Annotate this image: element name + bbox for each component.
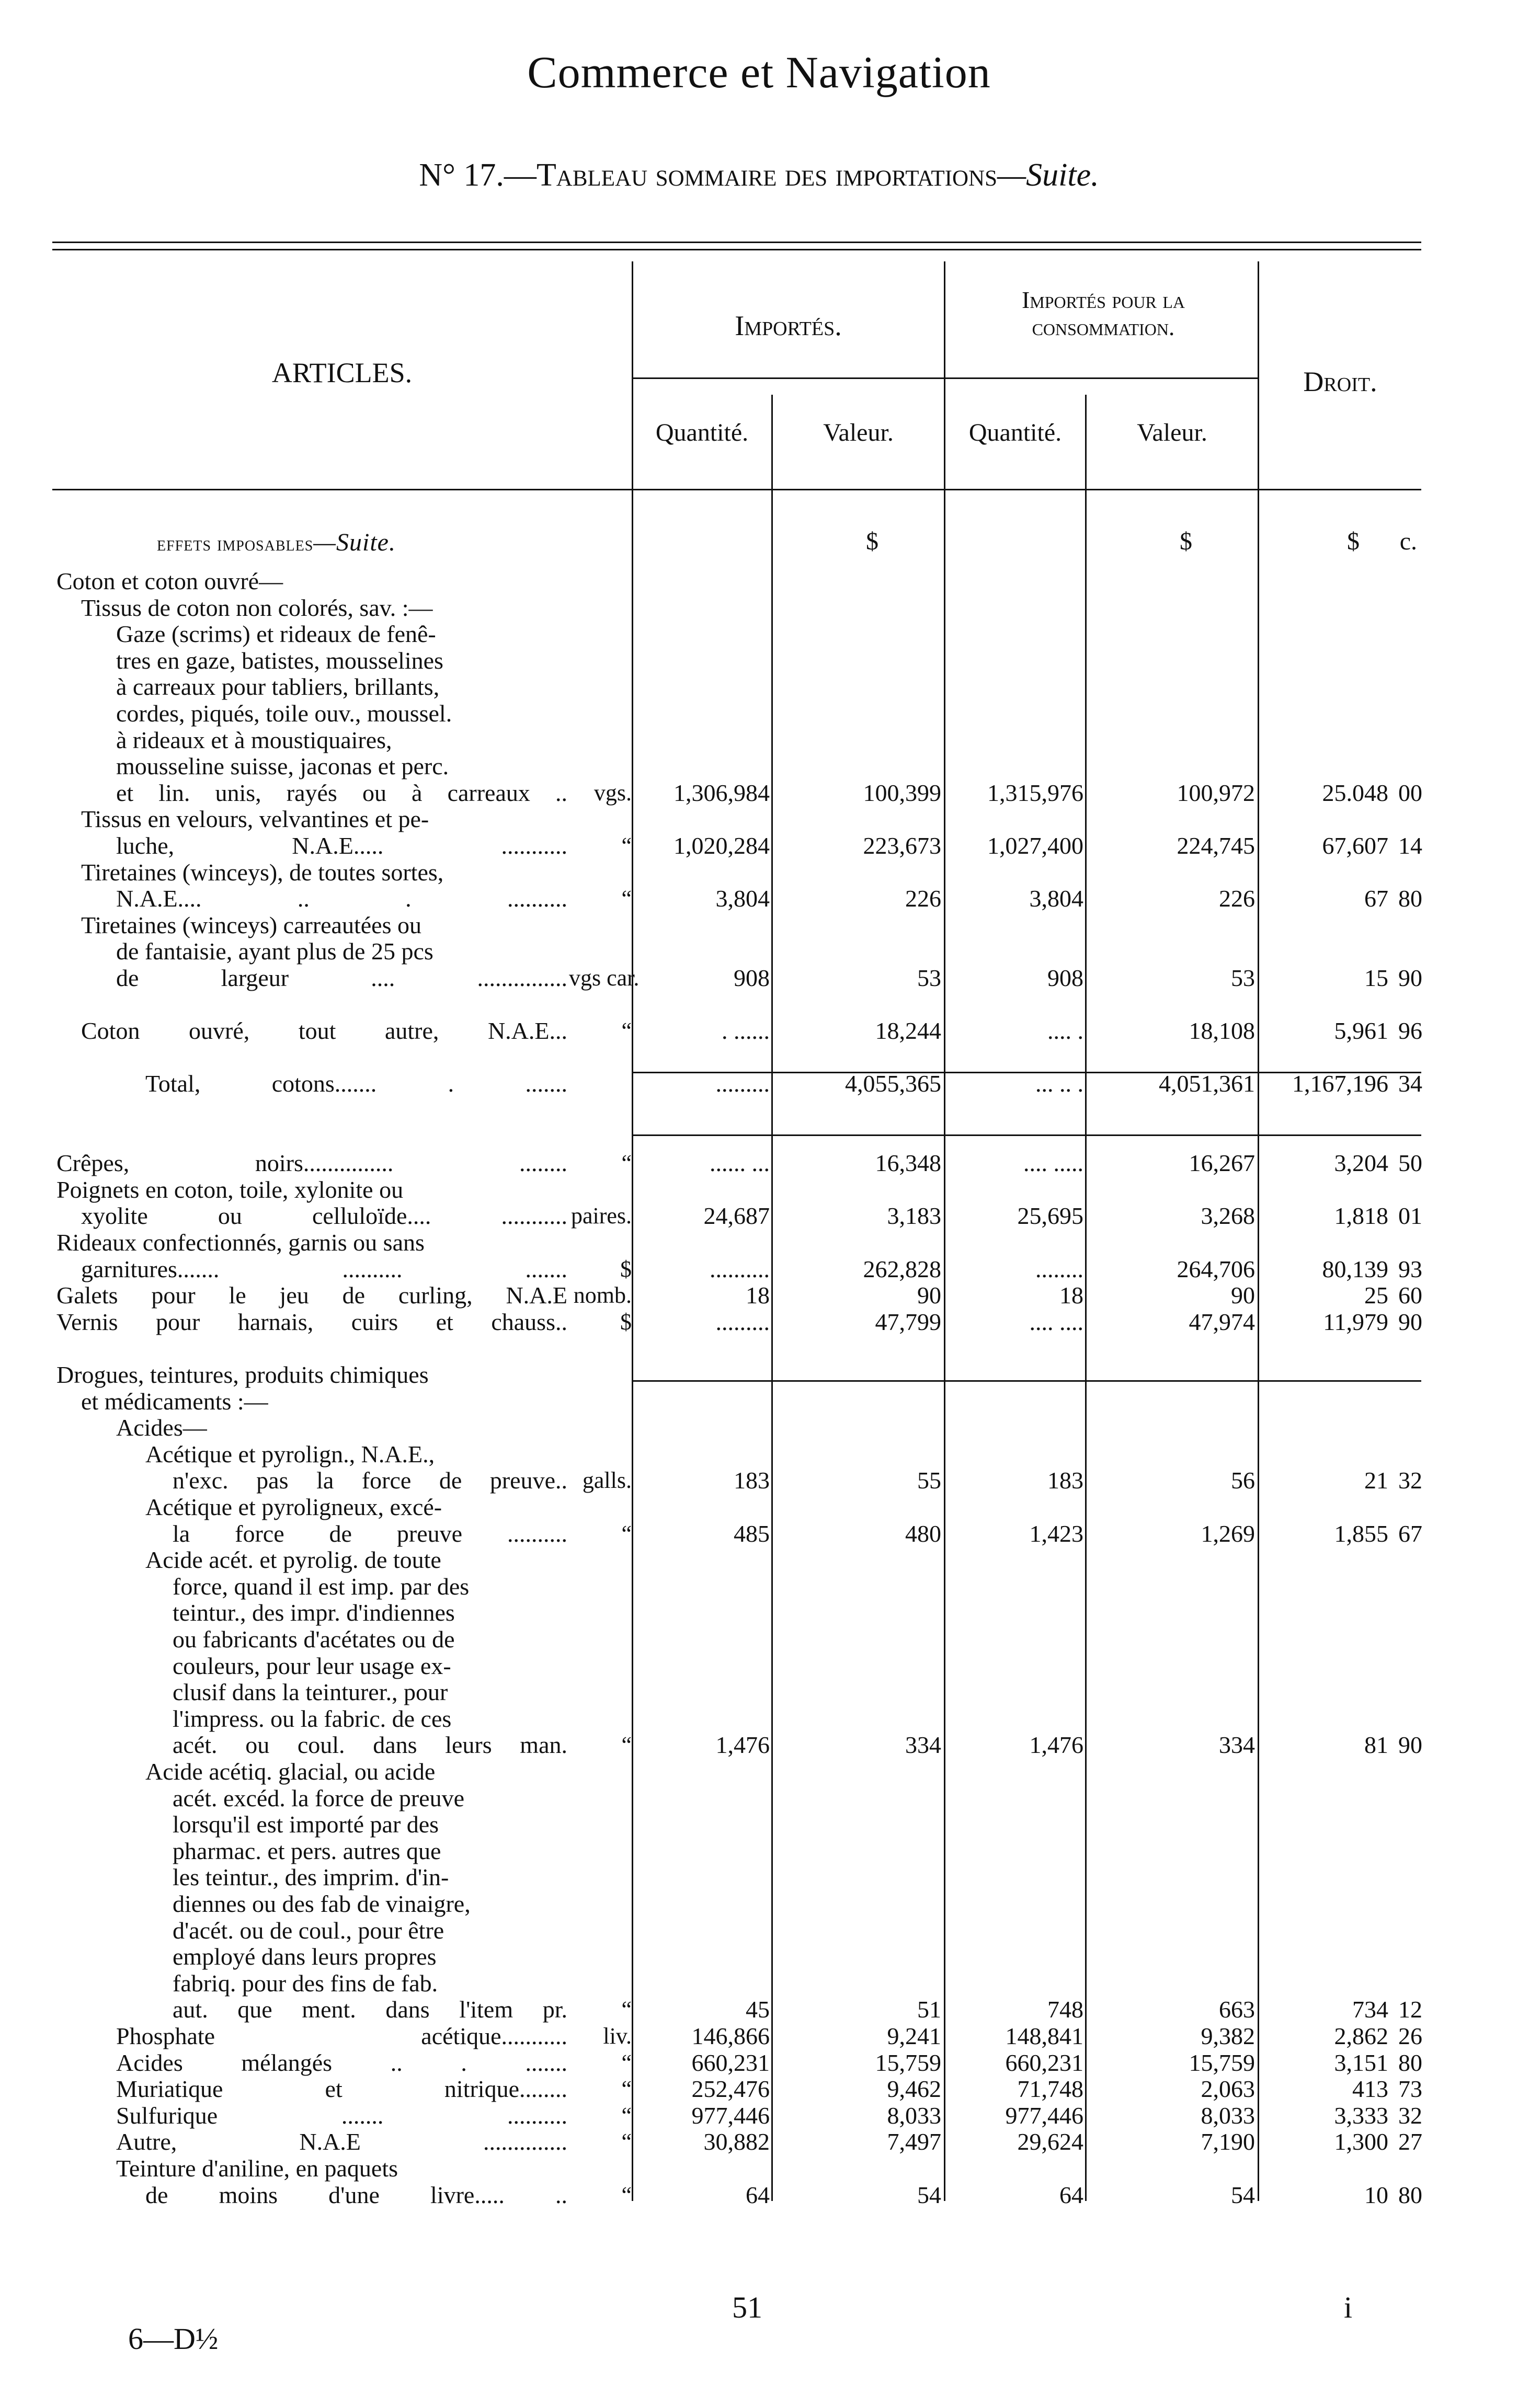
row-unit: “ xyxy=(621,2076,632,2102)
section-label-text: effets imposables xyxy=(157,532,314,555)
cell-valeur-consommation: 2,063 xyxy=(1201,2076,1255,2103)
cell-droit-dollars: 81 xyxy=(1364,1732,1388,1759)
cell-valeur-consommation: 56 xyxy=(1231,1467,1255,1494)
row-unit: “ xyxy=(621,2182,632,2208)
cell-valeur-consommation: 224,745 xyxy=(1177,832,1255,859)
table-row xyxy=(0,1096,1518,1125)
row-unit: “ xyxy=(621,1997,632,2023)
table-row xyxy=(0,1361,1518,1389)
importes-subrule xyxy=(633,377,944,379)
cell-quantite-consommation: 1,027,400 xyxy=(987,832,1083,859)
table-row xyxy=(0,594,1518,622)
table-row xyxy=(0,779,1518,807)
page-title: Commerce et Navigation xyxy=(527,47,991,97)
row-label: Acétique et pyroligneux, excé- xyxy=(145,1494,442,1520)
cell-quantite-importes: 1,306,984 xyxy=(674,779,770,806)
cell-quantite-importes: 660,231 xyxy=(691,2049,770,2076)
table-row xyxy=(0,1573,1518,1601)
col-valeur-2: Valeur. xyxy=(1137,419,1207,446)
cell-quantite-importes: 1,020,284 xyxy=(674,832,770,859)
cell-quantite-importes: 252,476 xyxy=(691,2076,770,2103)
table-row xyxy=(0,1599,1518,1627)
row-label: Acide acétiq. glacial, ou acide xyxy=(145,1758,436,1785)
cell-droit-dollars: 1,855 xyxy=(1334,1520,1388,1547)
cell-valeur-importes: 9,462 xyxy=(887,2076,941,2103)
cell-valeur-consommation: 15,759 xyxy=(1189,2049,1255,2076)
cell-valeur-consommation: 334 xyxy=(1219,1732,1255,1759)
row-label: de fantaisie, ayant plus de 25 pcs xyxy=(116,938,433,965)
row-label: cordes, piqués, toile ouv., moussel. xyxy=(116,700,452,727)
table-subtitle xyxy=(0,157,1518,194)
cell-droit-cents: 32 xyxy=(1398,2102,1422,2129)
cell-valeur-importes: 3,183 xyxy=(887,1202,941,1230)
table-row xyxy=(0,1334,1518,1362)
cell-quantite-consommation: 660,231 xyxy=(1005,2049,1083,2076)
table-row xyxy=(0,2128,1518,2156)
cell-droit-dollars: 1,300 xyxy=(1334,2128,1388,2155)
cell-valeur-importes: 15,759 xyxy=(875,2049,941,2076)
row-label: la force de preuve .......... xyxy=(173,1520,567,1547)
cell-valeur-importes: 54 xyxy=(917,2181,941,2208)
footer-signature: 6—D½ xyxy=(128,2322,219,2356)
cell-valeur-importes: 47,799 xyxy=(875,1308,941,1335)
table-row xyxy=(0,1070,1518,1098)
table-row xyxy=(0,620,1518,648)
table-row xyxy=(0,1017,1518,1045)
row-label: Phosphate acétique........... xyxy=(116,2023,567,2049)
cell-quantite-consommation: ........ xyxy=(1035,1255,1083,1282)
cell-droit-cents: 73 xyxy=(1398,2076,1422,2103)
cell-droit-cents: 27 xyxy=(1398,2128,1422,2155)
table-row xyxy=(0,2075,1518,2103)
row-label: mousseline suisse, jaconas et perc. xyxy=(116,753,449,780)
cell-droit-dollars: 80,139 xyxy=(1322,1255,1388,1282)
row-label: Teinture d'aniline, en paquets xyxy=(116,2155,398,2182)
valeur-unit-2: $ xyxy=(1180,528,1192,555)
row-unit: nomb. xyxy=(573,1282,632,1309)
row-label: N.A.E.... .. . .......... xyxy=(116,885,567,912)
cell-valeur-importes: 4,055,365 xyxy=(845,1070,941,1097)
cell-droit-cents: 60 xyxy=(1398,1282,1422,1309)
table-row xyxy=(0,700,1518,728)
row-unit: $ xyxy=(620,1309,632,1335)
table-row xyxy=(0,1731,1518,1759)
row-label: fabriq. pour des fins de fab. xyxy=(173,1969,438,1997)
table-row xyxy=(0,1837,1518,1865)
cell-quantite-consommation: ... .. . xyxy=(1035,1070,1083,1097)
row-label: les teintur., des imprim. d'in- xyxy=(173,1864,449,1891)
cell-droit-dollars: 1,167,196 xyxy=(1292,1070,1388,1097)
table-row xyxy=(0,2102,1518,2130)
cell-valeur-consommation: 663 xyxy=(1219,1996,1255,2023)
row-label: Rideaux confectionnés, garnis ou sans xyxy=(56,1229,425,1256)
table-row xyxy=(0,1917,1518,1945)
consommation-subrule xyxy=(945,377,1258,379)
col-importes: Importés. xyxy=(735,310,842,341)
row-label: Tissus en velours, velvantines et pe- xyxy=(81,806,429,833)
section-label-suite: —Suite. xyxy=(313,529,396,556)
cell-quantite-importes: . ...... xyxy=(722,1017,770,1045)
row-label: Vernis pour harnais, cuirs et chauss.. xyxy=(56,1308,567,1335)
row-label: de largeur .... ............... xyxy=(116,965,567,991)
table-row xyxy=(0,567,1518,595)
cell-valeur-importes: 55 xyxy=(917,1467,941,1494)
cell-valeur-importes: 226 xyxy=(905,885,941,912)
header-rule-top xyxy=(52,242,1421,243)
cell-quantite-importes: 24,687 xyxy=(703,1202,770,1230)
cell-quantite-importes: 64 xyxy=(746,2181,770,2208)
row-label: à rideaux et à moustiquaires, xyxy=(116,726,392,753)
cell-droit-dollars: 67 xyxy=(1364,885,1388,912)
row-label: Total, cotons....... . ....... xyxy=(145,1070,567,1097)
cell-valeur-consommation: 90 xyxy=(1231,1282,1255,1309)
cell-droit-dollars: 5,961 xyxy=(1334,1017,1388,1045)
cell-droit-cents: 14 xyxy=(1398,832,1422,859)
cell-quantite-consommation: 25,695 xyxy=(1017,1202,1083,1230)
cell-quantite-importes: 45 xyxy=(746,1996,770,2023)
cell-droit-dollars: 10 xyxy=(1364,2181,1388,2208)
cell-valeur-importes: 18,244 xyxy=(875,1017,941,1045)
row-label: xyolite ou celluloïde.... ........... xyxy=(81,1202,567,1230)
row-label: force, quand il est imp. par des xyxy=(173,1573,470,1600)
row-unit: “ xyxy=(621,2049,632,2076)
cell-valeur-importes: 53 xyxy=(917,965,941,991)
cell-quantite-consommation: 148,841 xyxy=(1005,2023,1083,2049)
cell-droit-cents: 01 xyxy=(1398,1202,1422,1230)
cell-quantite-importes: 485 xyxy=(734,1520,770,1547)
row-label: acét. ou coul. dans leurs man. xyxy=(173,1732,567,1759)
cell-valeur-consommation: 100,972 xyxy=(1177,779,1255,806)
cell-droit-cents: 90 xyxy=(1398,1732,1422,1759)
row-label: luche, N.A.E..... ........... xyxy=(116,832,567,859)
row-unit: “ xyxy=(621,886,632,912)
cell-quantite-importes: ......... xyxy=(715,1070,770,1097)
cell-valeur-consommation: 18,108 xyxy=(1189,1017,1255,1045)
cell-droit-cents: 26 xyxy=(1398,2023,1422,2049)
cell-quantite-importes: .......... xyxy=(710,1255,770,1282)
table-row xyxy=(0,1996,1518,2024)
table-row xyxy=(0,1652,1518,1680)
cell-quantite-consommation: 1,476 xyxy=(1029,1732,1083,1759)
row-label: pharmac. et pers. autres que xyxy=(173,1837,441,1864)
cell-valeur-consommation: 1,269 xyxy=(1201,1520,1255,1547)
cell-quantite-importes: ...... ... xyxy=(710,1150,770,1177)
row-label: Sulfurique ....... .......... xyxy=(116,2102,567,2129)
row-label: tres en gaze, batistes, mousselines xyxy=(116,647,443,674)
table-row xyxy=(0,1149,1518,1177)
cell-valeur-importes: 480 xyxy=(905,1520,941,1547)
table-row xyxy=(0,1466,1518,1495)
cell-droit-cents: 34 xyxy=(1398,1070,1422,1097)
cell-quantite-importes: 3,804 xyxy=(715,885,770,912)
row-label: Muriatique et nitrique........ xyxy=(116,2076,567,2103)
row-label: d'acét. ou de coul., pour être xyxy=(173,1917,444,1944)
cell-valeur-consommation: 226 xyxy=(1219,885,1255,912)
cell-quantite-importes: 908 xyxy=(734,965,770,991)
cell-droit-dollars: 11,979 xyxy=(1323,1308,1388,1335)
table-row xyxy=(0,2022,1518,2050)
row-unit: “ xyxy=(621,1150,632,1176)
cell-quantite-importes: 30,882 xyxy=(703,2128,770,2155)
cell-valeur-importes: 9,241 xyxy=(887,2023,941,2049)
cell-valeur-consommation: 3,268 xyxy=(1201,1202,1255,1230)
cell-droit-dollars: 25.048 xyxy=(1322,779,1388,806)
cell-quantite-importes: 183 xyxy=(734,1467,770,1494)
cell-droit-dollars: 2,862 xyxy=(1334,2023,1388,2049)
table-row xyxy=(0,726,1518,754)
droit-cents-unit: c. xyxy=(1399,528,1417,555)
row-label: de moins d'une livre..... .. xyxy=(145,2181,567,2208)
table-row xyxy=(0,1414,1518,1442)
table-name: Tableau sommaire des importations xyxy=(536,157,998,193)
table-row xyxy=(0,1810,1518,1839)
header-bottom-rule xyxy=(52,489,1421,490)
table-row xyxy=(0,858,1518,887)
cell-droit-dollars: 413 xyxy=(1352,2076,1388,2103)
page-number: 51 xyxy=(732,2290,762,2324)
table-row xyxy=(0,1176,1518,1204)
cell-quantite-importes: ......... xyxy=(715,1308,770,1335)
cell-valeur-consommation: 7,190 xyxy=(1201,2128,1255,2155)
cell-quantite-consommation: 1,423 xyxy=(1029,1520,1083,1547)
droit-unit: $ xyxy=(1347,528,1360,555)
header-rule-bottom xyxy=(52,249,1421,250)
cell-droit-dollars: 3,333 xyxy=(1334,2102,1388,2129)
cell-valeur-consommation: 4,051,361 xyxy=(1159,1070,1255,1097)
row-unit: $ xyxy=(620,1256,632,1282)
row-unit: paires. xyxy=(570,1203,632,1229)
table-row xyxy=(0,2154,1518,2183)
cell-quantite-consommation: 18 xyxy=(1059,1282,1083,1309)
row-label: Tissus de coton non colorés, sav. :— xyxy=(81,594,433,621)
row-label: Tiretaines (winceys) carreautées ou xyxy=(81,911,421,938)
table-row xyxy=(0,1202,1518,1230)
cell-droit-cents: 32 xyxy=(1398,1467,1422,1494)
cell-quantite-consommation: 3,804 xyxy=(1029,885,1083,912)
table-row xyxy=(0,647,1518,675)
row-label: Drogues, teintures, produits chimiques xyxy=(56,1361,429,1388)
row-label: ou fabricants d'acétates ou de xyxy=(173,1626,455,1653)
table-row xyxy=(0,832,1518,860)
cell-quantite-consommation: 748 xyxy=(1047,1996,1083,2023)
table-row xyxy=(0,1229,1518,1257)
cell-quantite-consommation: 977,446 xyxy=(1005,2102,1083,2129)
row-unit: “ xyxy=(621,1520,632,1546)
col-articles: ARTICLES. xyxy=(271,357,413,388)
cell-droit-cents: 90 xyxy=(1398,1308,1422,1335)
valeur-unit-1: $ xyxy=(866,528,878,555)
table-row xyxy=(0,991,1518,1019)
cell-quantite-importes: 1,476 xyxy=(715,1732,770,1759)
cell-valeur-importes: 90 xyxy=(917,1282,941,1309)
cell-quantite-importes: 977,446 xyxy=(691,2102,770,2129)
table-row xyxy=(0,1625,1518,1654)
cell-valeur-importes: 100,399 xyxy=(863,779,941,806)
row-unit: “ xyxy=(621,2102,632,2128)
cell-valeur-importes: 51 xyxy=(917,1996,941,2023)
cell-droit-cents: 80 xyxy=(1398,2049,1422,2076)
cell-valeur-importes: 262,828 xyxy=(863,1255,941,1282)
cell-quantite-consommation: 1,315,976 xyxy=(987,779,1083,806)
table-row xyxy=(0,1123,1518,1151)
table-row xyxy=(0,1969,1518,1998)
cell-quantite-consommation: 71,748 xyxy=(1017,2076,1083,2103)
row-label: garnitures....... .......... ....... xyxy=(81,1255,567,1282)
table-row xyxy=(0,1758,1518,1786)
row-unit: “ xyxy=(621,1018,632,1044)
cell-valeur-consommation: 8,033 xyxy=(1201,2102,1255,2129)
cell-quantite-consommation: .... ..... xyxy=(1023,1150,1083,1177)
row-unit: “ xyxy=(621,2129,632,2155)
table-row xyxy=(0,1308,1518,1336)
col-importes-consommation: Importés pour la consommation. xyxy=(1021,286,1185,340)
table-row xyxy=(0,2049,1518,2077)
cell-droit-cents: 00 xyxy=(1398,779,1422,806)
row-unit: vgs. xyxy=(593,779,632,806)
row-label: couleurs, pour leur usage ex- xyxy=(173,1652,451,1679)
cell-droit-cents: 67 xyxy=(1398,1520,1422,1547)
cell-quantite-consommation: 29,624 xyxy=(1017,2128,1083,2155)
cell-quantite-consommation: .... . xyxy=(1047,1017,1083,1045)
cell-quantite-consommation: 64 xyxy=(1059,2181,1083,2208)
table-row xyxy=(0,1281,1518,1310)
cell-quantite-importes: 18 xyxy=(746,1282,770,1309)
row-label: Galets pour le jeu de curling, N.A.E xyxy=(56,1282,567,1309)
cell-valeur-importes: 7,497 xyxy=(887,2128,941,2155)
cell-valeur-consommation: 54 xyxy=(1231,2181,1255,2208)
cell-droit-dollars: 67,607 xyxy=(1322,832,1388,859)
cell-droit-dollars: 3,151 xyxy=(1334,2049,1388,2076)
row-unit: galls. xyxy=(582,1467,632,1494)
table-row xyxy=(0,1440,1518,1469)
row-label: Acides mélangés .. . ....... xyxy=(116,2049,567,2076)
row-label: et médicaments :— xyxy=(81,1388,268,1415)
cell-valeur-importes: 16,348 xyxy=(875,1150,941,1177)
table-row xyxy=(0,885,1518,913)
row-label: teintur., des impr. d'indiennes xyxy=(173,1599,455,1626)
table-row xyxy=(0,2181,1518,2209)
col-droit: Droit. xyxy=(1303,366,1377,397)
table-row xyxy=(0,1546,1518,1574)
row-label: diennes ou des fab de vinaigre, xyxy=(173,1890,471,1917)
col-quantite-2: Quantité. xyxy=(968,419,1062,446)
row-label: Coton et coton ouvré— xyxy=(56,568,283,594)
row-label: Coton ouvré, tout autre, N.A.E... xyxy=(81,1017,567,1045)
cell-valeur-consommation: 47,974 xyxy=(1189,1308,1255,1335)
cell-valeur-consommation: 264,706 xyxy=(1177,1255,1255,1282)
row-label: lorsqu'il est importé par des xyxy=(173,1811,439,1838)
cell-valeur-consommation: 53 xyxy=(1231,965,1255,991)
table-row xyxy=(0,673,1518,701)
row-label: employé dans leurs propres xyxy=(173,1943,437,1970)
row-unit: vgs car. xyxy=(569,965,640,991)
row-unit: “ xyxy=(621,1732,632,1758)
table-number: N° 17.— xyxy=(419,157,537,193)
cell-droit-dollars: 734 xyxy=(1352,1996,1388,2023)
row-label: à carreaux pour tabliers, brillants, xyxy=(116,673,440,701)
row-label: Crêpes, noirs............... ........ xyxy=(56,1150,567,1177)
row-label: Tiretaines (winceys), de toutes sortes, xyxy=(81,858,444,886)
row-label: Gaze (scrims) et rideaux de fenê- xyxy=(116,621,436,648)
table-row xyxy=(0,1493,1518,1521)
table-row xyxy=(0,1863,1518,1891)
table-row xyxy=(0,1520,1518,1548)
row-label: n'exc. pas la force de preuve.. xyxy=(173,1467,567,1494)
table-row xyxy=(0,1784,1518,1813)
table-row xyxy=(0,752,1518,781)
cell-droit-dollars: 3,204 xyxy=(1334,1150,1388,1177)
cell-quantite-importes: 146,866 xyxy=(691,2023,770,2049)
row-label: aut. que ment. dans l'item pr. xyxy=(173,1996,567,2023)
col-valeur-1: Valeur. xyxy=(823,419,894,446)
cell-droit-cents: 12 xyxy=(1398,1996,1422,2023)
row-label: Acides— xyxy=(116,1414,207,1441)
row-unit: liv. xyxy=(603,2023,632,2049)
table-row xyxy=(0,1388,1518,1416)
cell-quantite-consommation: .... .... xyxy=(1029,1308,1083,1335)
table-row xyxy=(0,1943,1518,1971)
cell-droit-cents: 90 xyxy=(1398,965,1422,991)
cell-droit-dollars: 21 xyxy=(1364,1467,1388,1494)
row-label: et lin. unis, rayés ou à carreaux .. xyxy=(116,779,567,806)
table-row xyxy=(0,937,1518,966)
col-quantite-1: Quantité. xyxy=(655,419,749,446)
cell-droit-cents: 80 xyxy=(1398,885,1422,912)
table-row xyxy=(0,1678,1518,1706)
section-label xyxy=(157,528,396,557)
cell-droit-dollars: 1,818 xyxy=(1334,1202,1388,1230)
cell-quantite-consommation: 183 xyxy=(1047,1467,1083,1494)
row-label: Acétique et pyrolign., N.A.E., xyxy=(145,1440,435,1467)
row-label: clusif dans la teinturer., pour xyxy=(173,1679,448,1706)
table-row xyxy=(0,1255,1518,1283)
row-label: acét. excéd. la force de preuve xyxy=(173,1784,465,1811)
row-label: Acide acét. et pyrolig. de toute xyxy=(145,1546,441,1574)
cell-droit-cents: 80 xyxy=(1398,2181,1422,2208)
row-unit: “ xyxy=(621,833,632,858)
row-label: l'impress. ou la fabric. de ces xyxy=(173,1705,452,1732)
cell-valeur-importes: 334 xyxy=(905,1732,941,1759)
table-row xyxy=(0,964,1518,992)
footer-mark: i xyxy=(1344,2290,1353,2324)
row-label: Poignets en coton, toile, xylonite ou xyxy=(56,1176,404,1203)
cell-quantite-consommation: 908 xyxy=(1047,965,1083,991)
cell-droit-dollars: 25 xyxy=(1364,1282,1388,1309)
cell-valeur-consommation: 9,382 xyxy=(1201,2023,1255,2049)
cell-valeur-importes: 8,033 xyxy=(887,2102,941,2129)
table-row xyxy=(0,805,1518,833)
table-row xyxy=(0,1044,1518,1072)
cell-valeur-importes: 223,673 xyxy=(863,832,941,859)
table-row xyxy=(0,1890,1518,1918)
cell-droit-cents: 96 xyxy=(1398,1017,1422,1045)
table-row xyxy=(0,1705,1518,1733)
cell-droit-dollars: 15 xyxy=(1364,965,1388,991)
table-suite: —Suite. xyxy=(997,157,1099,193)
cell-droit-cents: 50 xyxy=(1398,1150,1422,1177)
cell-droit-cents: 93 xyxy=(1398,1255,1422,1282)
table-row xyxy=(0,911,1518,939)
cell-valeur-consommation: 16,267 xyxy=(1189,1150,1255,1177)
row-label: Autre, N.A.E .............. xyxy=(116,2128,567,2155)
